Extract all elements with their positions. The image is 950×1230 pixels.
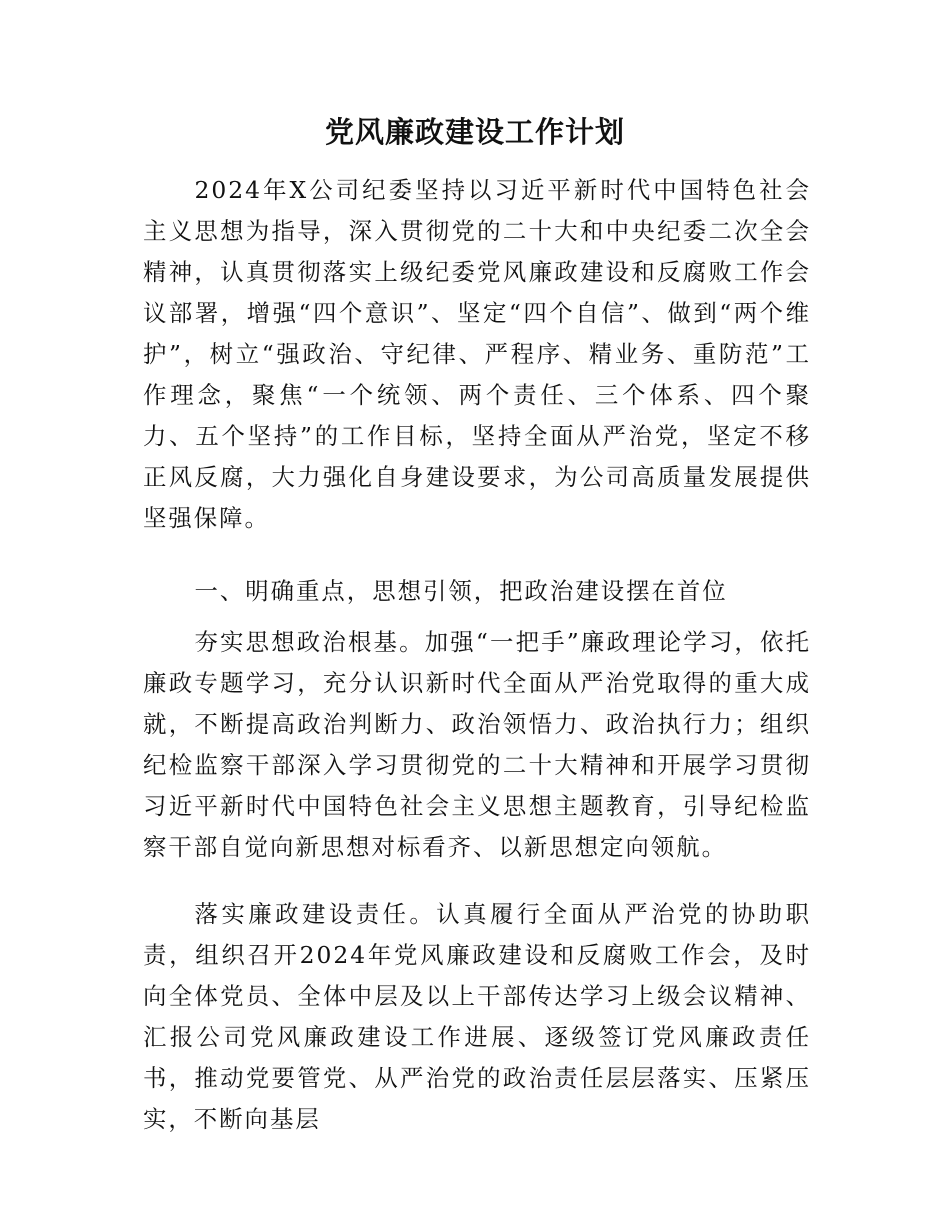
paragraph-responsibility: 落实廉政建设责任。认真履行全面从严治党的协助职责，组织召开2024年党风廉政建设和反腐败工作会，及时向全体党员、全体中层及以上干部传达学习上级会议精神、汇报公司党风廉政建设工作进展、逐级签订党风廉政责任书，推动党要管党、从严治党的政治责任层层落实、压紧压实，不断向基层 — [143, 900, 811, 1133]
paragraph-ideological-foundation: 夯实思想政治根基。加强“一把手”廉政理论学习，依托廉政专题学习，充分认识新时代全面从严治党取得的重大成就，不断提高政治判断力、政治领悟力、政治执行力；组织纪检监察干部深入学习贯彻党的二十大精神和开展学习贯彻习近平新时代中国特色社会主义思想主题教育，引导纪检监察干部自觉向新思想对标看齐、以新思想定向领航。 — [143, 628, 811, 861]
section-heading: 一、明确重点，思想引领，把政治建设摆在首位 — [194, 577, 728, 605]
intro-paragraph: 2024年X公司纪委坚持以习近平新时代中国特色社会主义思想为指导，深入贯彻党的二十大和中央纪委二次全会精神，认真贯彻落实上级纪委党风廉政建设和反腐败工作会议部署，增强“四个意识”、坚定“四个自信”、做到“两个维护”，树立“强政治、守纪律、严程序、精业务、重防范”工作理念，聚焦“一个统领、两个责任、三个体系、四个聚力、五个坚持”的工作目标，坚持全面从严治党，坚定不移正风反腐，大力强化自身建设要求，为公司高质量发展提供坚强保障。 — [143, 176, 811, 532]
document-title: 党风廉政建设工作计划 — [324, 115, 625, 149]
